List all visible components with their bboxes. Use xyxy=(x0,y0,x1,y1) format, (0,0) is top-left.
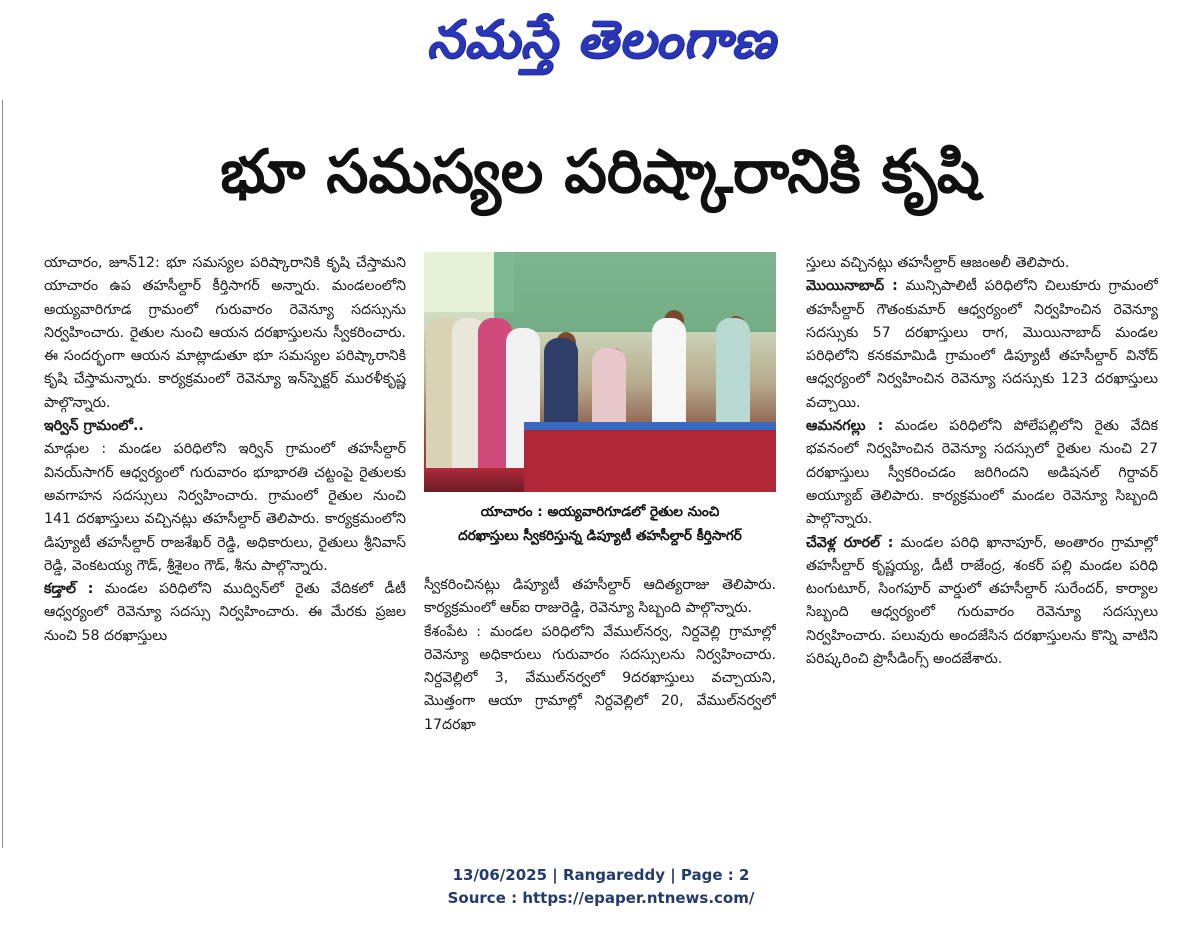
paragraph: కేశంపేట : మండల పరిధిలోని వేముల్‌నర్వ, నిర్దవెల్లి గ్రామాల్లో రెవెన్యూ అధికారులు గురువారం సదస్సులను నిర్వహించారు. నిర్దవెల్లిలో 3, వేముల్‌నర్వలో 9దరఖాస్తులు వచ్చాయని, మొత్తంగా ఆయా గ్రామాల్లో నిర్దవెల్లిలో 20, వేముల్‌నర్వలో 17దరఖా xyxy=(424,623,776,733)
masthead-logo: నమస్తే తెలంగాణ xyxy=(426,9,776,70)
news-photo xyxy=(424,252,776,492)
paragraph: మొయినాబాద్ : మున్సిపాలిటీ పరిధిలోని చిలుకూరు గ్రామంలో తహసీల్దార్ గౌతంకుమార్ ఆధ్వర్యంలో నిర్వహించిన రెవెన్యూ సదస్సుకు 57 దరఖాస్తులు రాగ, మొయినాబాద్ మండల పరిధిలోని కనకమామిడి గ్రామంలో డిప్యూటీ తహసీల్దార్ వినోద్ ఆధ్వర్యంలో నిర్వహించిన రెవెన్యూ సదస్సుకు 123 దరఖాస్తులు వచ్చాయి. xyxy=(806,278,1158,411)
article-column-1 xyxy=(44,252,406,812)
footer-source-link[interactable]: Source : https://epaper.ntnews.com/ xyxy=(447,889,755,907)
column-rule xyxy=(2,100,3,848)
paragraph: కడ్తాల్ : మండల పరిధిలోని ముద్విన్‌లో రైతు వేదికలో డీటీ ఆధ్వర్యంలో రెవెన్యూ సదస్సు నిర్వహించారు. ఈ మేరకు ప్రజల నుంచి 58 దరఖాస్తులు xyxy=(44,581,406,644)
photo-caption: యాచారం : అయ్యవారిగూడలో రైతుల నుంచి దరఖాస్తులు స్వీకరిస్తున్న డిప్యూటీ తహసీల్దార్ కీర్తిసాగర్ xyxy=(458,504,742,544)
article-column-2 xyxy=(424,574,776,812)
article-column-3 xyxy=(806,252,1158,812)
footer-date-page: 13/06/2025 | Rangareddy | Page : 2 xyxy=(452,866,750,884)
paragraph: ఆమనగల్లు : మండల పరిధిలోని పోలేపల్లిలోని రైతు వేదిక భవనంలో నిర్వహించిన రెవెన్యూ సదస్సులో రైతుల నుంచి 27 దరఖాస్తులు స్వీకరించడం జరిగిందని అడిషనల్ గిర్దావర్ అయ్యూబ్ తెలిపారు. కార్యక్రమంలో మండల రెవెన్యూ సిబ్బంది పాల్గొన్నారు. xyxy=(806,418,1158,528)
paragraph: యాచారం, జూన్12: భూ సమస్యల పరిష్కారానికి కృషి చేస్తామని యాచారం ఉప తహసీల్దార్ కీర్తిసాగర్ అన్నారు. మండలంలోని అయ్యవారిగూడ గ్రామంలో గురువారం రెవెన్యూ సదస్సును నిర్వహించారు. రైతుల నుంచి ఆయన దరఖాస్తులను స్వీకరించారు. ఈ సందర్భంగా ఆయన మాట్లాడుతూ భూ సమస్యల పరిష్కారానికి కృషి చేస్తామన్నారు. కార్యక్రమంలో రెవెన్యూ ఇన్‌స్పెక్టర్ మురళీకృష్ణ పాల్గొన్నారు. xyxy=(44,255,406,411)
paragraph: స్తులు వచ్చినట్లు తహసీల్దార్ ఆజంఅలీ తెలిపారు. xyxy=(806,255,1070,271)
subheading: ఇర్విన్ గ్రామంలో.. xyxy=(44,418,144,435)
headline: భూ సమస్యల పరిష్కారానికి కృషి xyxy=(220,137,980,207)
paragraph: మాడ్గుల : మండల పరిధిలోని ఇర్విన్ గ్రామంలో తహసీల్దార్ వినయ్‌సాగర్ ఆధ్వర్యంలో గురువారం భూభారతి చట్టంపై రైతులకు అవగాహన సదస్సులు నిర్వహించారు. గ్రామంలో రైతుల నుంచి 141 దరఖాస్తులు వచ్చినట్లు తహసీల్దార్ తెలిపారు. కార్యక్రమంలోని డిప్యూటీ తహసీల్దార్ రాజశేఖర్ రెడ్డి, అధికారులు, రైతులు శ్రీనివాస్ రెడ్డి, వెంకటయ్య గౌడ్, శ్రీశైలం గౌడ్, శీను పాల్గొన్నారు. xyxy=(44,441,406,574)
paragraph: చేవెళ్ల రూరల్ : మండల పరిధి ఖానాపూర్, అంతారం గ్రామాల్లో తహసీల్దార్ కృష్ణయ్య, డీటీ రాజేంద్ర, శంకర్ పల్లి మండల పరిధి టంగుటూర్, సింగపూర్ వార్డులో తహసీల్దార్ సురేందర్, కార్యాల సిబ్బంది ఆధ్వర్యంలో గురువారం రెవెన్యూ సదస్సులు నిర్వహించారు. పలువురు అందజేసిన దరఖాస్తులను కొన్ని వాటిని పరిష్కరించి ప్రొసీడింగ్స్ అందజేశారు. xyxy=(806,534,1158,668)
paragraph: స్వీకరించినట్లు డిప్యూటీ తహసీల్దార్ ఆదిత్యరాజు తెలిపారు. కార్యక్రమంలో ఆర్ఐ రాజురెడ్డి, రెవెన్యూ సిబ్బంది పాల్గొన్నారు. xyxy=(424,577,776,617)
